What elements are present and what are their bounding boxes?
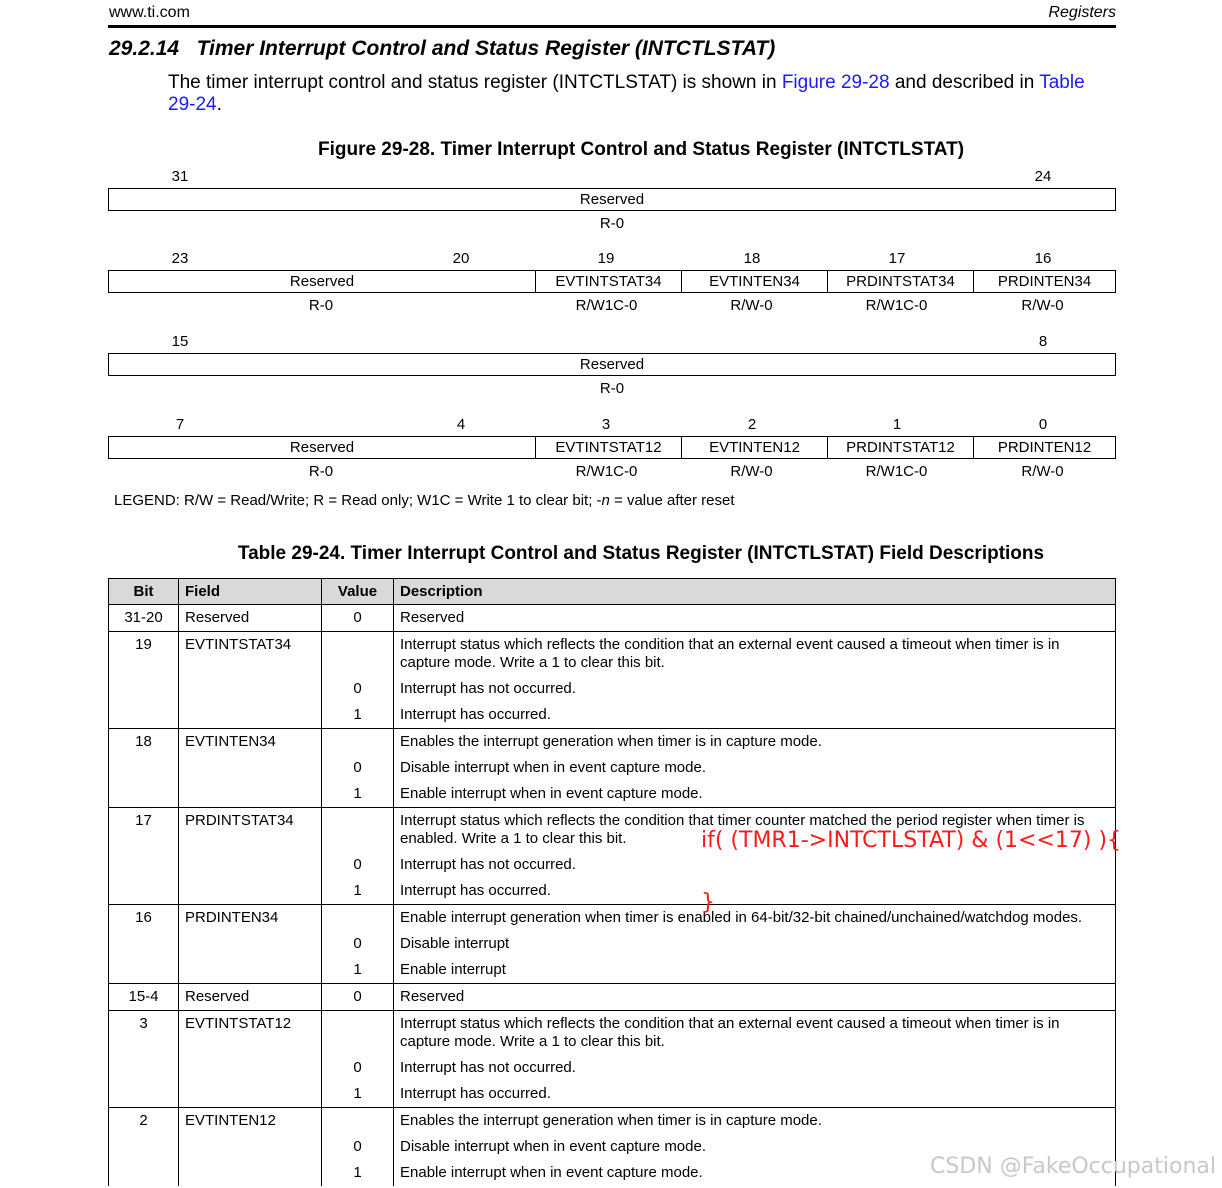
legend-text: LEGEND: R/W = Read/Write; R = Read only; W1C = Write 1 to clear bit; -: [114, 492, 602, 509]
cell-value: [322, 1108, 394, 1135]
register-row-15-8: [108, 333, 1116, 400]
cell-description: Interrupt status which reflects the condition that an external event caused a timeout when timer is in capture mode. Write a 1 to clear this bit.: [394, 1011, 1116, 1056]
cell-value: 1: [322, 1160, 394, 1186]
bit-number: 23: [171, 250, 189, 267]
field-descriptions-table: [108, 578, 1116, 1186]
bit-number: 2: [747, 416, 757, 433]
cell-description: Disable interrupt when in event capture mode.: [394, 1134, 1116, 1160]
table-row: [109, 1108, 1116, 1135]
cell-description: Interrupt status which reflects the condition that timer counter matched the period register when timer is enabled. Write a 1 to clear this bit.: [394, 808, 1116, 853]
register-row-31-24: [108, 168, 1116, 235]
cell-value: 1: [322, 702, 394, 729]
header-value: Value: [322, 579, 394, 605]
handwritten-code-annotation-close: }: [701, 890, 715, 915]
intro-paragraph: [168, 72, 1108, 116]
table-row: [109, 957, 1116, 984]
bit-number: 18: [743, 250, 761, 267]
field-prdintstat12: PRDINTSTAT12: [827, 437, 973, 458]
cell-field: PRDINTEN34: [179, 905, 322, 932]
cell-description: Interrupt has occurred.: [394, 1081, 1116, 1108]
field-access: R/W1C-0: [865, 296, 928, 314]
header-section: Registers: [1048, 4, 1116, 21]
bit-number: 20: [452, 250, 470, 267]
table-row: [109, 1081, 1116, 1108]
bit-number: 4: [456, 416, 466, 433]
field-evtinten34: EVTINTEN34: [681, 271, 827, 292]
cell-description: Enable interrupt when in event capture mode.: [394, 781, 1116, 808]
cell-description: Disable interrupt when in event capture mode.: [394, 755, 1116, 781]
field-access: R/W1C-0: [865, 462, 928, 480]
cell-field: Reserved: [179, 605, 322, 632]
bit-number: 15: [171, 333, 189, 350]
register-row-23-16: [108, 250, 1116, 317]
table-row: [109, 984, 1116, 1011]
field-access: R-0: [308, 296, 334, 314]
bit-number: 0: [1038, 416, 1048, 433]
field-access: R/W1C-0: [575, 296, 638, 314]
cell-bit: 3: [109, 1011, 179, 1056]
cell-value: [322, 905, 394, 932]
header-bit: Bit: [109, 579, 179, 605]
cell-description: Reserved: [394, 984, 1116, 1011]
cell-value: 0: [322, 676, 394, 702]
table-row: [109, 852, 1116, 878]
table-row: [109, 755, 1116, 781]
cell-value: 1: [322, 781, 394, 808]
header-description: Description: [394, 579, 1116, 605]
cell-description: Enables the interrupt generation when timer is in capture mode.: [394, 729, 1116, 756]
header-site: www.ti.com: [109, 4, 190, 21]
cell-value: 0: [322, 984, 394, 1011]
cell-field: PRDINTSTAT34: [179, 808, 322, 853]
cell-bit: 19: [109, 632, 179, 677]
figure-title: Figure 29-28. Timer Interrupt Control and Status Register (INTCTLSTAT): [317, 139, 965, 160]
cell-value: 1: [322, 878, 394, 905]
table-link[interactable]: Table 29-24: [168, 72, 1085, 115]
field-prdinten34: PRDINTEN34: [973, 271, 1115, 292]
bit-number: 16: [1034, 250, 1052, 267]
cell-description: Enable interrupt generation when timer is enabled in 64-bit/32-bit chained/unchained/watchdog modes.: [394, 905, 1116, 932]
field-evtintstat34: EVTINTSTAT34: [535, 271, 681, 292]
header-rule: [108, 25, 1116, 28]
field-reserved: Reserved: [289, 439, 355, 456]
section-title: 29.2.14 Timer Interrupt Control and Status Register (INTCTLSTAT): [109, 37, 776, 60]
field-prdinten12: PRDINTEN12: [973, 437, 1115, 458]
cell-description: Interrupt status which reflects the condition that an external event caused a timeout when timer is in capture mode. Write a 1 to clear this bit.: [394, 632, 1116, 677]
cell-field: EVTINTEN34: [179, 729, 322, 756]
bit-number: 8: [1038, 333, 1048, 350]
table-row: [109, 676, 1116, 702]
legend-n: n: [601, 492, 610, 509]
cell-description: Enable interrupt when in event capture mode.: [394, 1160, 1116, 1186]
field-access: R-0: [308, 462, 334, 480]
cell-value: 1: [322, 1081, 394, 1108]
cell-field: EVTINTSTAT12: [179, 1011, 322, 1056]
cell-value: 0: [322, 931, 394, 957]
table-row: [109, 905, 1116, 932]
cell-bit: 17: [109, 808, 179, 853]
legend-text-end: = value after reset: [609, 492, 735, 509]
bit-number: 3: [601, 416, 611, 433]
cell-value: [322, 632, 394, 677]
field-evtinten12: EVTINTEN12: [681, 437, 827, 458]
table-title: Table 29-24. Timer Interrupt Control and Status Register (INTCTLSTAT) Field Descriptions: [237, 543, 1045, 564]
cell-value: 0: [322, 1055, 394, 1081]
table-row: [109, 1011, 1116, 1056]
cell-description: Enable interrupt: [394, 957, 1116, 984]
table-row: [109, 931, 1116, 957]
field-access: R/W1C-0: [575, 462, 638, 480]
header-field: Field: [179, 579, 322, 605]
field-access: R/W-0: [730, 462, 773, 480]
cell-value: 0: [322, 852, 394, 878]
table-row: [109, 781, 1116, 808]
cell-value: 0: [322, 755, 394, 781]
table-row: [109, 632, 1116, 677]
bit-number: 24: [1034, 168, 1052, 185]
field-access: R/W-0: [730, 296, 773, 314]
cell-description: Interrupt has not occurred.: [394, 676, 1116, 702]
field-access: R-0: [599, 379, 625, 397]
intro-text-2: and described in: [889, 72, 1040, 93]
field-reserved: Reserved: [289, 273, 355, 290]
cell-value: [322, 1011, 394, 1056]
field-reserved: Reserved: [579, 191, 645, 208]
intro-text-1: The timer interrupt control and status register (INTCTLSTAT) is shown in: [168, 72, 782, 93]
cell-description: Interrupt has not occurred.: [394, 1055, 1116, 1081]
field-access: R/W-0: [1021, 296, 1064, 314]
field-access: R-0: [599, 214, 625, 232]
cell-description: Reserved: [394, 605, 1116, 632]
table-row: [109, 1055, 1116, 1081]
cell-field: EVTINTSTAT34: [179, 632, 322, 677]
table-row: [109, 729, 1116, 756]
cell-bit: 15-4: [109, 984, 179, 1011]
table-row: [109, 605, 1116, 632]
cell-value: 0: [322, 1134, 394, 1160]
cell-description: Interrupt has not occurred.: [394, 852, 1116, 878]
bit-number: 17: [888, 250, 906, 267]
intro-text-3: .: [216, 94, 222, 115]
cell-description: Enables the interrupt generation when timer is in capture mode.: [394, 1108, 1116, 1135]
figure-legend: [114, 492, 735, 509]
figure-link[interactable]: Figure 29-28: [781, 72, 890, 93]
cell-value: [322, 729, 394, 756]
field-evtintstat12: EVTINTSTAT12: [535, 437, 681, 458]
cell-field: EVTINTEN12: [179, 1108, 322, 1135]
cell-bit: 31-20: [109, 605, 179, 632]
watermark: CSDN @FakeOccupational: [930, 1154, 1216, 1179]
field-access: R/W-0: [1021, 462, 1064, 480]
bit-number: 19: [597, 250, 615, 267]
cell-bit: 2: [109, 1108, 179, 1135]
bit-number: 1: [892, 416, 902, 433]
cell-bit: 16: [109, 905, 179, 932]
cell-description: Disable interrupt: [394, 931, 1116, 957]
handwritten-code-annotation: if( (TMR1->INTCTLSTAT) & (1<<17) ){: [701, 828, 1122, 853]
cell-value: 1: [322, 957, 394, 984]
bit-number: 31: [171, 168, 189, 185]
field-reserved: Reserved: [579, 356, 645, 373]
table-header-row: [109, 579, 1116, 605]
cell-bit: 18: [109, 729, 179, 756]
table-row: [109, 878, 1116, 905]
table-row: [109, 702, 1116, 729]
cell-value: [322, 808, 394, 853]
field-prdintstat34: PRDINTSTAT34: [827, 271, 973, 292]
cell-field: Reserved: [179, 984, 322, 1011]
cell-description: Interrupt has occurred.: [394, 702, 1116, 729]
bit-number: 7: [175, 416, 185, 433]
register-row-7-0: [108, 416, 1116, 483]
cell-value: 0: [322, 605, 394, 632]
cell-description: Interrupt has occurred.: [394, 878, 1116, 905]
